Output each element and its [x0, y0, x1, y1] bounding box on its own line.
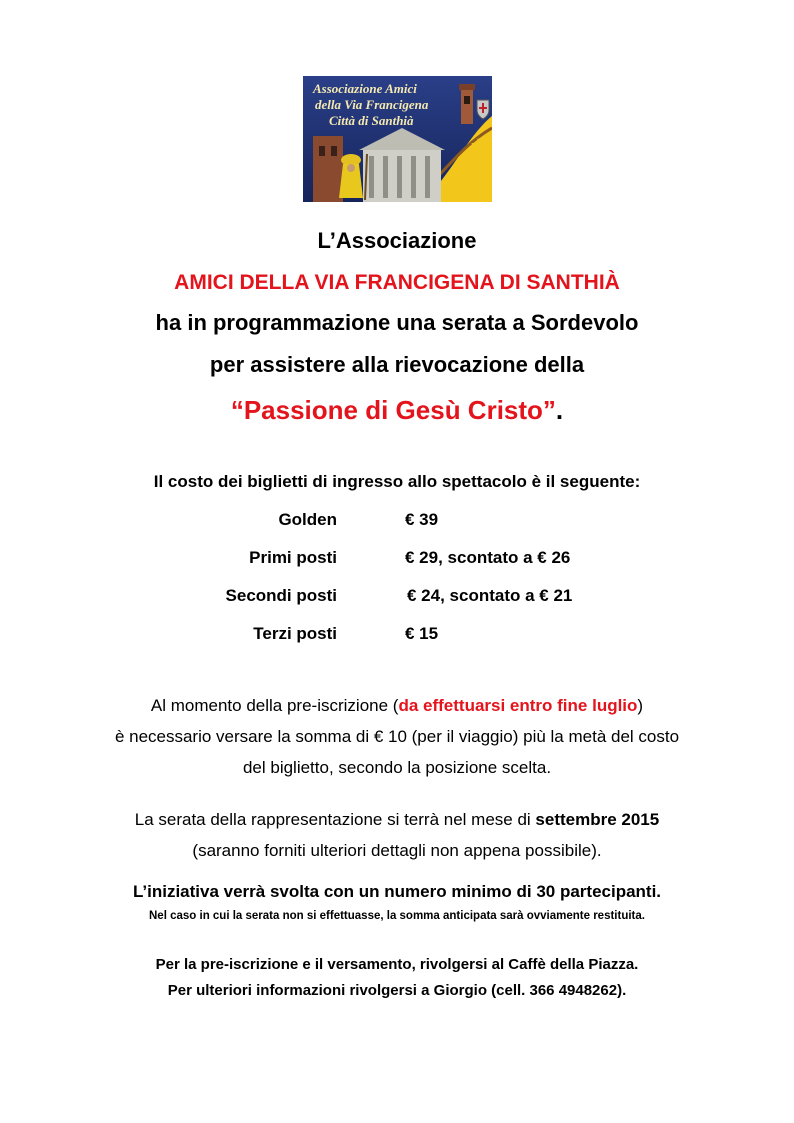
price-value: € 29, scontato a € 26: [405, 548, 571, 567]
price-label: Terzi posti: [253, 624, 337, 643]
program-line: ha in programmazione una serata a Sordevolo: [155, 310, 639, 335]
price-row-primi-posti: [0, 546, 794, 570]
price-label: Secondi posti: [225, 586, 337, 605]
preregistration-deadline: da effettuarsi entro fine luglio: [398, 696, 638, 715]
svg-text:Città di Santhià: Città di Santhià: [329, 113, 414, 128]
price-value: € 39: [405, 510, 439, 529]
intro-heading: L’Associazione: [317, 228, 477, 253]
contact-preregistration: Per la pre-iscrizione e il versamento, rivolgersi al Caffè della Piazza.: [155, 956, 639, 973]
event-date-text: La serata della rappresentazione si terrà nel mese di: [134, 810, 536, 829]
pricing-intro: Il costo dei biglietti di ingresso allo spettacolo è il seguente:: [153, 472, 641, 491]
event-details-note: (saranno forniti ulteriori dettagli non appena possibile).: [192, 841, 602, 860]
event-title-period: .: [555, 395, 564, 425]
event-month: settembre 2015: [535, 810, 660, 829]
minimum-participants: L’iniziativa verrà svolta con un numero minimo di 30 partecipanti.: [132, 882, 662, 901]
association-logo: [303, 76, 492, 202]
price-row-terzi-posti: [0, 622, 794, 646]
price-row-secondi-posti: [0, 584, 794, 608]
preregistration-line-3: del biglietto, secondo la posizione scelta.: [242, 758, 552, 777]
price-label: Primi posti: [249, 548, 337, 567]
preregistration-close: ): [637, 696, 644, 715]
event-title-text: “Passione di Gesù Cristo”: [230, 395, 556, 425]
price-row-golden: [0, 508, 794, 532]
event-date-line: [0, 804, 794, 835]
association-name: AMICI DELLA VIA FRANCIGENA DI SANTHIÀ: [174, 271, 620, 294]
event-title: [0, 392, 794, 428]
refund-note: Nel caso in cui la serata non si effettuasse, la somma anticipata sarà ovviamente restituita.: [149, 910, 645, 922]
price-value: € 15: [405, 624, 439, 643]
svg-text:della Via Francigena: della Via Francigena: [315, 97, 429, 112]
preregistration-line-2: è necessario versare la somma di € 10 (per il viaggio) più la metà del costo: [114, 727, 680, 746]
svg-text:Associazione Amici: Associazione Amici: [313, 81, 417, 96]
contact-info: Per ulteriori informazioni rivolgersi a Giorgio (cell. 366 4948262).: [167, 982, 627, 999]
price-value: € 24, scontato a € 21: [407, 586, 573, 605]
preregistration-line-1: [0, 690, 794, 721]
purpose-line: per assistere alla rievocazione della: [209, 352, 585, 377]
price-label: Golden: [278, 510, 337, 529]
preregistration-text: Al momento della pre-iscrizione (: [150, 696, 399, 715]
